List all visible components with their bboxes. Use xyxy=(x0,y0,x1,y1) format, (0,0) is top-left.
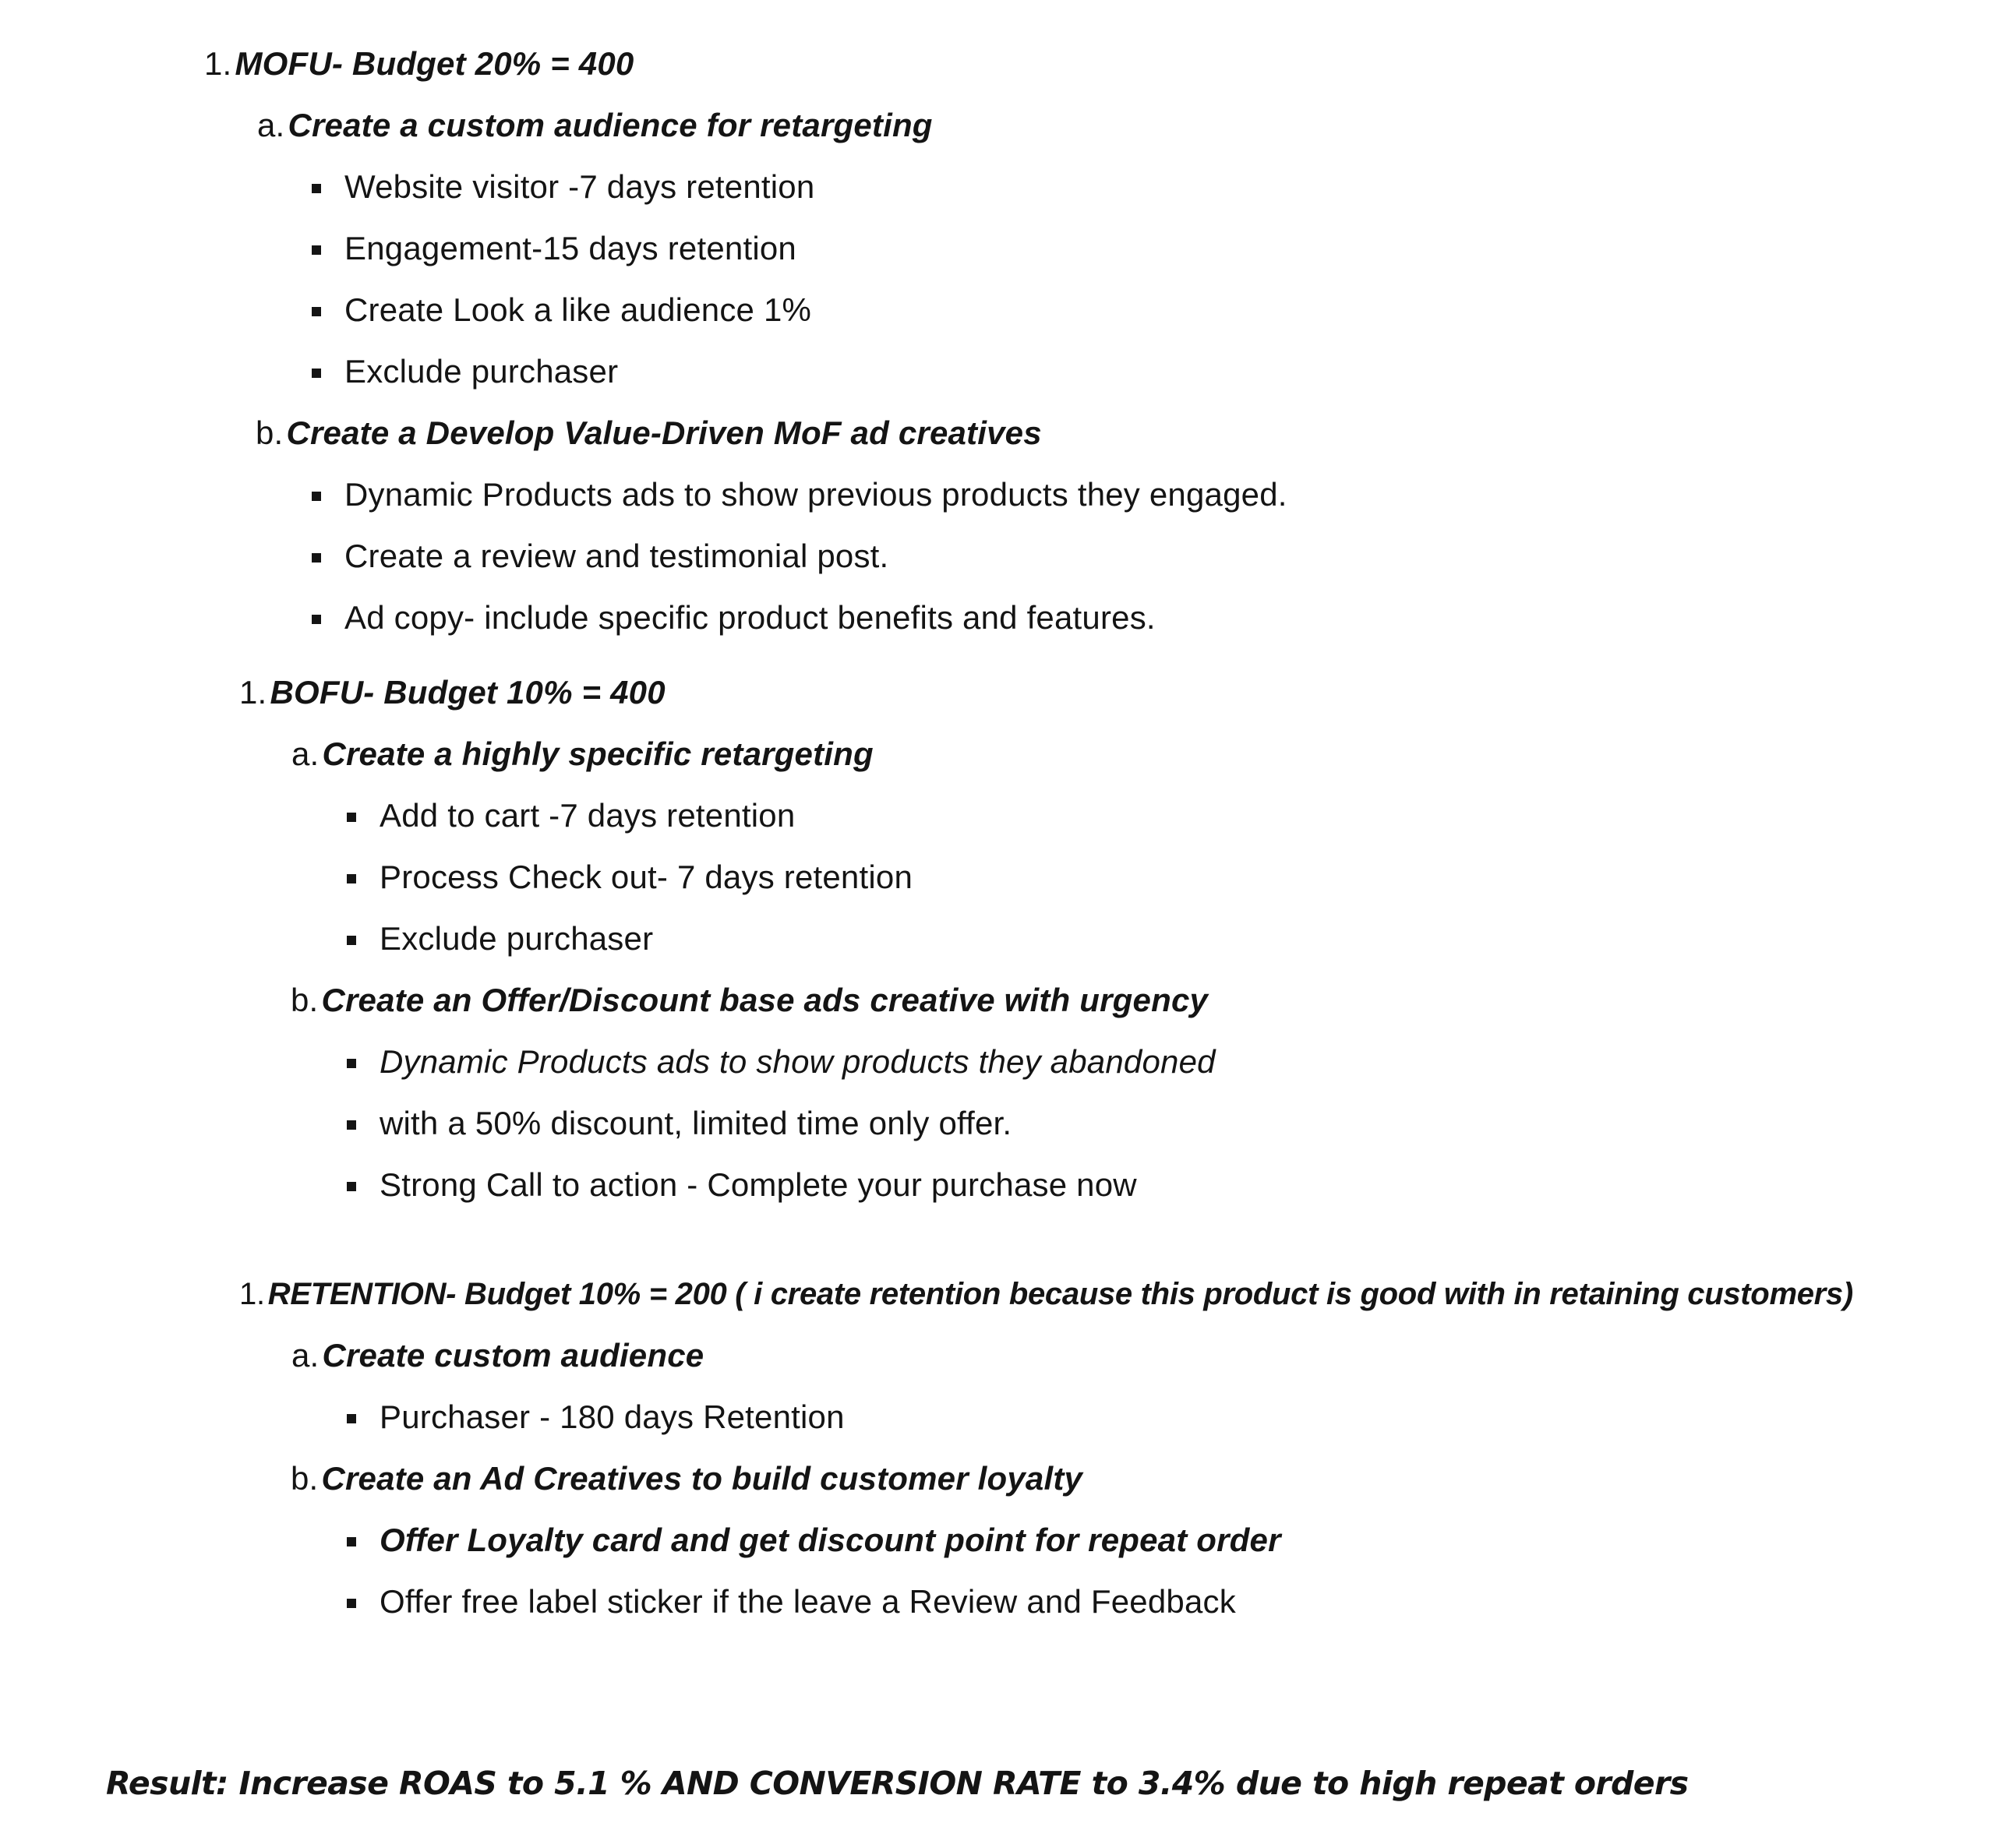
bullet-marker xyxy=(347,874,356,883)
result-statement: Result: Increase ROAS to 5.1 % AND CONVERSION RATE to 3.4% due to high repeat orders xyxy=(106,1765,1689,1802)
bullet-marker xyxy=(347,1599,356,1608)
list-item: Create Look a like audience 1% xyxy=(344,291,812,328)
subsection-title: Create a highly specific retargeting xyxy=(322,735,874,772)
bullet-marker xyxy=(347,1182,356,1191)
subsection-heading xyxy=(291,735,874,774)
list-item: Engagement-15 days retention xyxy=(344,230,796,266)
list-item: Ad copy- include specific product benefits and features. xyxy=(344,599,1156,636)
bullet-marker xyxy=(312,307,321,316)
bullet-marker xyxy=(312,615,321,624)
list-item: Create a review and testimonial post. xyxy=(344,538,889,574)
bullet-marker xyxy=(347,1537,356,1546)
section-heading-bofu xyxy=(239,673,666,712)
section-title: MOFU- Budget 20% = 400 xyxy=(235,45,634,82)
subsection-letter: b. xyxy=(291,1460,319,1497)
bullet-marker xyxy=(312,184,321,193)
list-item: Add to cart -7 days retention xyxy=(380,797,796,834)
subsection-letter: b. xyxy=(256,414,284,451)
bullet-marker xyxy=(347,813,356,822)
bullet-marker xyxy=(347,1120,356,1130)
list-item: Strong Call to action - Complete your purchase now xyxy=(380,1166,1137,1203)
section-number: 1. xyxy=(204,45,232,82)
section-heading-retention xyxy=(239,1275,1853,1314)
list-item: Exclude purchaser xyxy=(380,920,654,957)
section-title: RETENTION- Budget 10% = 200 ( i create retention because this product is good with in retaining customers) xyxy=(267,1277,1853,1311)
section-title: BOFU- Budget 10% = 400 xyxy=(270,674,666,711)
list-item: Exclude purchaser xyxy=(344,353,619,390)
subsection-title: Create custom audience xyxy=(322,1337,704,1374)
subsection-heading xyxy=(256,414,1042,453)
list-item: Offer Loyalty card and get discount point for repeat order xyxy=(380,1522,1281,1558)
list-item: with a 50% discount, limited time only offer. xyxy=(380,1105,1012,1141)
bullet-marker xyxy=(312,245,321,255)
subsection-heading xyxy=(257,106,933,145)
bullet-marker xyxy=(347,936,356,945)
subsection-letter: a. xyxy=(257,107,285,143)
bullet-marker xyxy=(347,1059,356,1068)
bullet-marker xyxy=(312,369,321,378)
subsection-title: Create an Ad Creatives to build customer loyalty xyxy=(321,1460,1083,1497)
list-item: Website visitor -7 days retention xyxy=(344,168,815,205)
subsection-heading xyxy=(291,981,1208,1020)
subsection-title: Create an Offer/Discount base ads creative with urgency xyxy=(321,982,1209,1018)
bullet-marker xyxy=(312,553,321,563)
list-item: Dynamic Products ads to show previous products they engaged. xyxy=(344,476,1287,513)
subsection-title: Create a Develop Value-Driven MoF ad creatives xyxy=(286,414,1042,451)
list-item: Offer free label sticker if the leave a Review and Feedback xyxy=(380,1583,1236,1620)
subsection-letter: b. xyxy=(291,982,319,1018)
section-number: 1. xyxy=(239,1277,265,1311)
subsection-letter: a. xyxy=(291,1337,320,1374)
subsection-heading xyxy=(291,1459,1082,1498)
section-heading-mofu xyxy=(204,44,634,83)
list-item: Dynamic Products ads to show products they abandoned xyxy=(380,1043,1216,1080)
subsection-heading xyxy=(291,1336,704,1375)
section-number: 1. xyxy=(239,674,267,711)
subsection-letter: a. xyxy=(291,735,320,772)
list-item: Purchaser - 180 days Retention xyxy=(380,1398,845,1435)
list-item: Process Check out- 7 days retention xyxy=(380,859,913,895)
subsection-title: Create a custom audience for retargeting xyxy=(288,107,933,143)
bullet-marker xyxy=(347,1414,356,1423)
bullet-marker xyxy=(312,492,321,501)
